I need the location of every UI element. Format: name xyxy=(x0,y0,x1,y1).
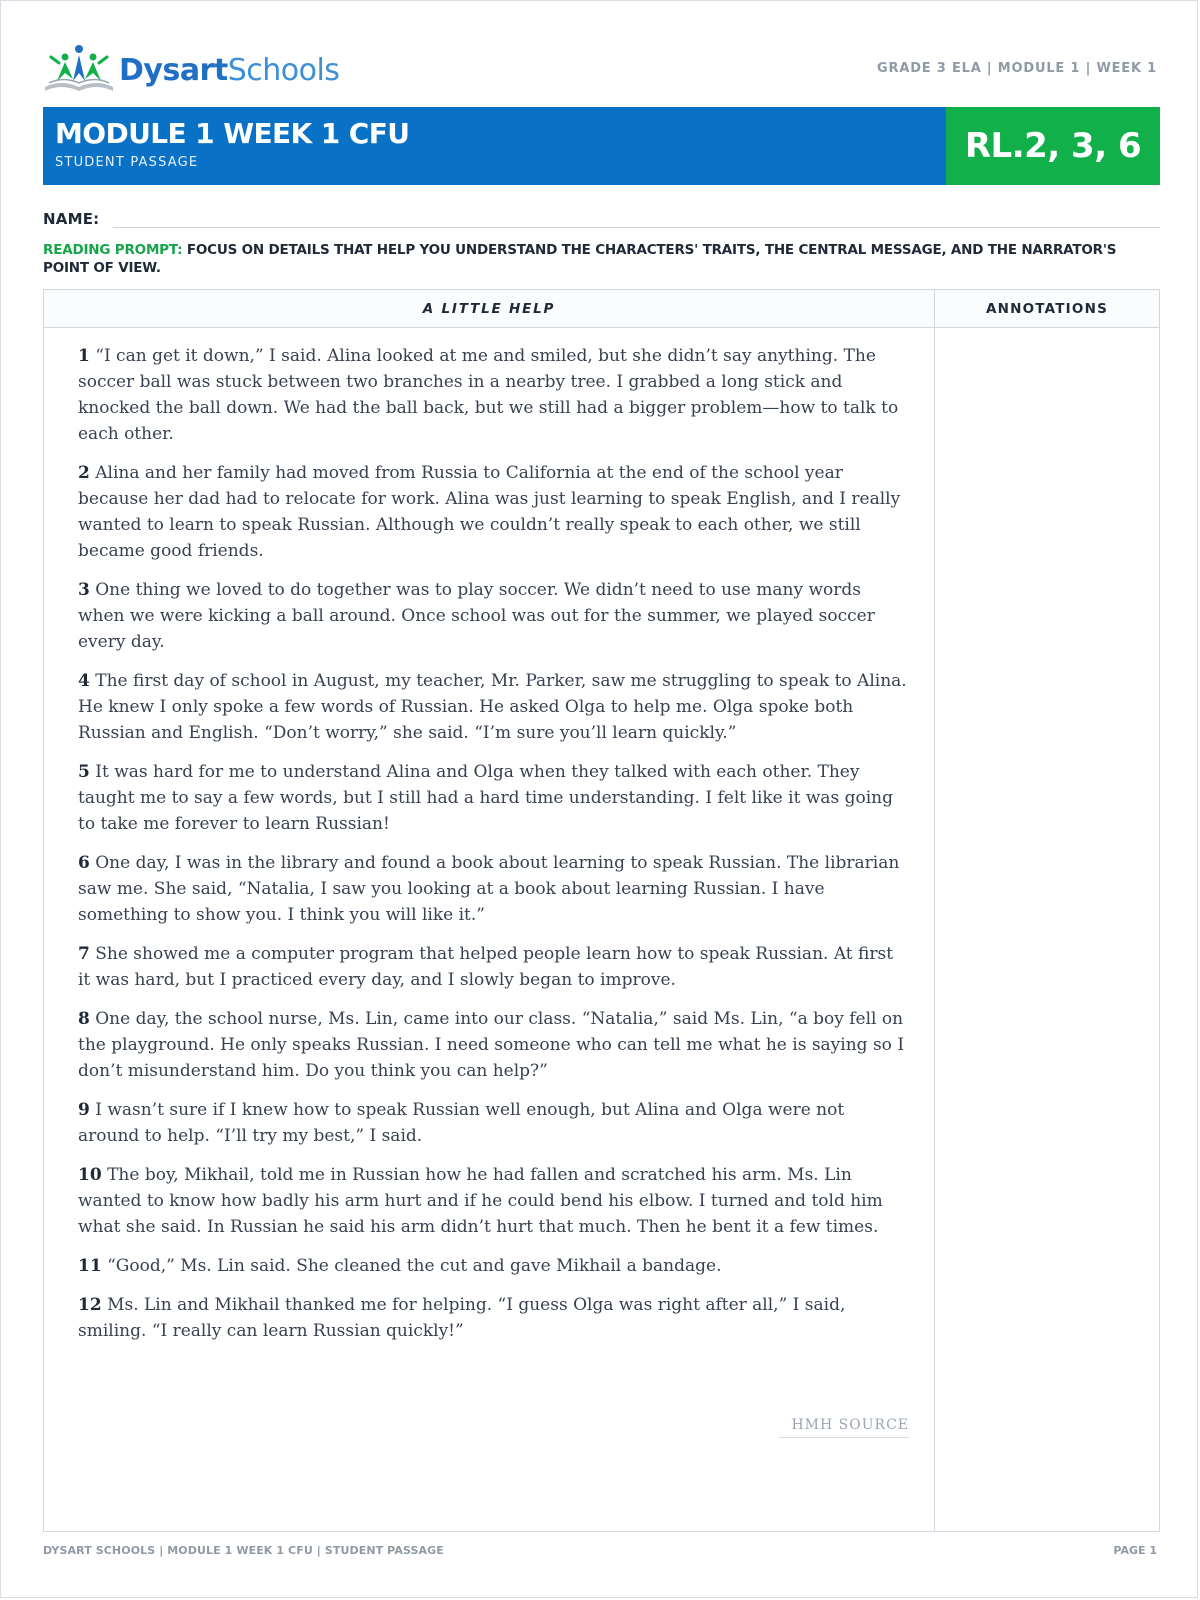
paragraph xyxy=(78,343,910,447)
annotations-header: ANNOTATIONS xyxy=(985,300,1108,317)
paragraph xyxy=(78,1253,910,1279)
passage-title: A LITTLE HELP xyxy=(422,300,556,317)
paragraph-number: 1 xyxy=(78,346,90,366)
paragraph xyxy=(78,1292,910,1344)
paragraph-number: 4 xyxy=(78,671,90,691)
paragraph-number: 10 xyxy=(78,1165,102,1185)
paragraph-text: Alina and her family had moved from Russia to California at the end of the school year because her dad had to relocate for work. Alina was just learning to speak English, and I really wanted to learn to speak Russian. Although we couldn’t really speak to each other, we still became good friends. xyxy=(78,463,901,561)
paragraph-number: 11 xyxy=(78,1256,102,1276)
column-divider xyxy=(934,290,935,1531)
paragraph xyxy=(78,668,910,746)
paragraph xyxy=(78,1006,910,1084)
footer-document-info: DYSART SCHOOLS | MODULE 1 WEEK 1 CFU | STUDENT PASSAGE xyxy=(43,1544,444,1557)
page-title: MODULE 1 WEEK 1 CFU xyxy=(55,117,410,150)
paragraph-text: “I can get it down,” I said. Alina looked at me and smiled, but she didn’t say anything. The soccer ball was stuck between two branches in a nearby tree. I grabbed a long stick and knocked the ball down. We had the ball back, but we still had a bigger problem—how to talk to each other. xyxy=(78,346,899,444)
paragraph-number: 7 xyxy=(78,944,90,964)
logo-word-bold: Dysart xyxy=(119,52,228,88)
paragraph-text: “Good,” Ms. Lin said. She cleaned the cut and gave Mikhail a bandage. xyxy=(107,1256,722,1276)
passage-source: HMH SOURCE xyxy=(779,1417,909,1438)
paragraph-text: It was hard for me to understand Alina and Olga when they talked with each other. They taught me to say a few words, but I still had a hard time understanding. I felt like it was going to take me forever to learn Russian! xyxy=(78,762,894,834)
paragraph-number: 6 xyxy=(78,853,90,873)
paragraph-text: One day, I was in the library and found a book about learning to speak Russian. The librarian saw me. She said, “Natalia, I saw you looking at a book about learning Russian. I have something to show you. I think you will like it.” xyxy=(78,853,900,925)
paragraph xyxy=(78,1097,910,1149)
paragraph-number: 8 xyxy=(78,1009,90,1029)
reading-prompt-text: FOCUS ON DETAILS THAT HELP YOU UNDERSTAND THE CHARACTERS' TRAITS, THE CENTRAL MESSAGE, AND THE NARRATOR'S POINT OF VIEW. xyxy=(43,242,1117,276)
table-header xyxy=(44,290,1159,328)
paragraph-text: One day, the school nurse, Ms. Lin, came into our class. “Natalia,” said Ms. Lin, “a boy fell on the playground. He only speaks Russian. I need someone who can tell me what he is saying so I don’t misunderstand him. Do you think you can help?” xyxy=(78,1009,905,1081)
paragraph-text: I wasn’t sure if I knew how to speak Russian well enough, but Alina and Olga were not around to help. “I’ll try my best,” I said. xyxy=(78,1100,845,1146)
page-subtitle: STUDENT PASSAGE xyxy=(55,155,199,170)
paragraph xyxy=(78,759,910,837)
page-header xyxy=(43,41,1157,97)
grade-module-week: GRADE 3 ELA | MODULE 1 | WEEK 1 xyxy=(877,61,1157,76)
passage-table xyxy=(43,289,1160,1532)
paragraph xyxy=(78,460,910,564)
paragraph-number: 5 xyxy=(78,762,90,782)
standards-badge: RL.2, 3, 6 xyxy=(946,107,1160,185)
paragraph-number: 3 xyxy=(78,580,90,600)
paragraph-text: Ms. Lin and Mikhail thanked me for helping. “I guess Olga was right after all,” I said, smiling. “I really can learn Russian quickly!” xyxy=(78,1295,846,1341)
name-write-line[interactable] xyxy=(113,207,1160,228)
reading-prompt xyxy=(43,241,1160,277)
paragraph-number: 2 xyxy=(78,463,90,483)
paragraph-number: 9 xyxy=(78,1100,90,1120)
banner-title-block xyxy=(43,107,946,185)
paragraph-text: She showed me a computer program that helped people learn how to speak Russian. At first it was hard, but I practiced every day, and I slowly began to improve. xyxy=(78,944,894,990)
paragraph-number: 12 xyxy=(78,1295,102,1315)
footer-page-number: PAGE 1 xyxy=(1113,1544,1157,1557)
paragraph xyxy=(78,850,910,928)
paragraph xyxy=(78,941,910,993)
paragraph xyxy=(78,577,910,655)
title-banner xyxy=(43,107,1160,185)
name-field-row xyxy=(43,204,1160,228)
paragraph-text: The boy, Mikhail, told me in Russian how he had fallen and scratched his arm. Ms. Lin wanted to know how badly his arm hurt and if he could bend his elbow. I turned and told him what she said. In Russian he said his arm didn’t hurt that much. Then he bent it a few times. xyxy=(78,1165,883,1237)
name-label: NAME: xyxy=(43,210,100,228)
paragraph-text: The first day of school in August, my teacher, Mr. Parker, saw me struggling to speak to Alina. He knew I only spoke a few words of Russian. He asked Olga to help me. Olga spoke both Russian and English. “Don’t worry,” she said. “I’m sure you’ll learn quickly.” xyxy=(78,671,907,743)
passage-body xyxy=(78,343,910,1357)
paragraph-text: One thing we loved to do together was to play soccer. We didn’t need to use many words when we were kicking a ball around. Once school was out for the summer, we played soccer every day. xyxy=(78,580,875,652)
dysart-schools-logo xyxy=(43,41,339,97)
reading-prompt-label: READING PROMPT: xyxy=(43,242,183,258)
logo-word-light: Schools xyxy=(227,52,340,88)
paragraph xyxy=(78,1162,910,1240)
book-people-icon xyxy=(43,43,115,95)
logo-wordmark xyxy=(119,53,339,88)
